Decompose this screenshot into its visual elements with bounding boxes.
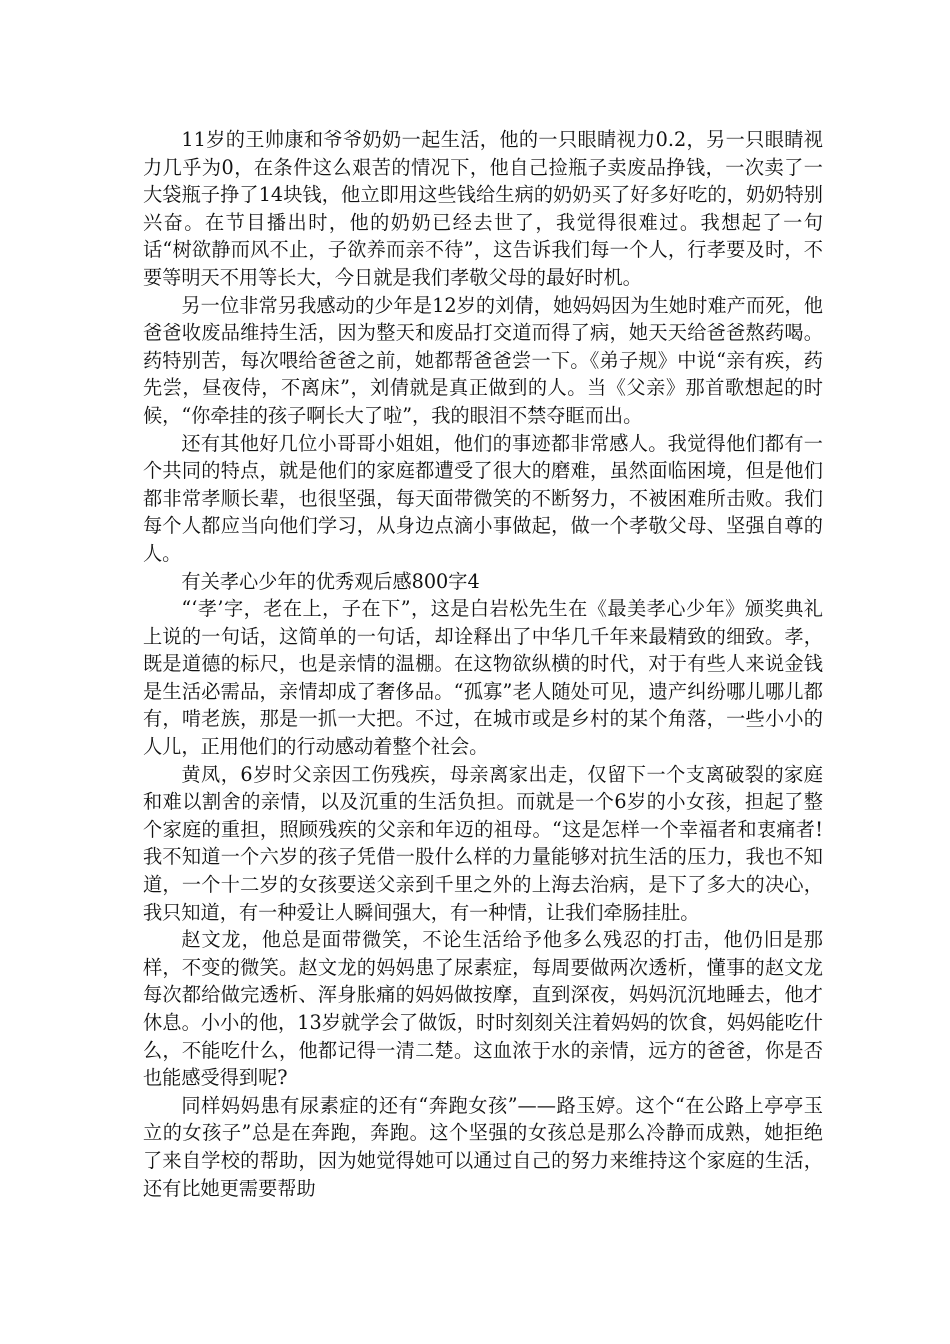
section-heading: 有关孝心少年的优秀观后感800字4	[181, 569, 480, 593]
paragraph-lu-yuting: 同样妈妈患有尿素症的还有“奔跑女孩”——路玉婷。这个“在公路上亭亭玉立的女孩子”总是在奔跑，奔跑。这个坚强的女孩总是那么冷静而成熟，她拒绝了来自学校的帮助，因为她觉得她可以通过自己的努力来维持这个家庭的生活，还有比她更需要帮助	[143, 1093, 823, 1200]
paragraph-xiao-intro: “‘孝’字，老在上，子在下”，这是白岩松先生在《最美孝心少年》颁奖典礼上说的一句话，这简单的一句话，却诠释出了中华几千年来最精致的细致。孝，既是道德的标尺，也是亲情的温棚。在这物欲纵横的时代，对于有些人来说金钱是生活必需品，亲情却成了奢侈品。“孤寡”老人随处可见，遗产纠纷哪儿哪儿都有，啃老族，那是一抓一大把。不过，在城市或是乡村的某个角落，一些小小的人儿，正用他们的行动感动着整个社会。	[143, 597, 823, 759]
paragraph-wang-shuaikang: 11岁的王帅康和爷爷奶奶一起生活，他的一只眼睛视力0.2，另一只眼睛视力几乎为0，在条件这么艰苦的情况下，他自己捡瓶子卖废品挣钱，一次卖了一大袋瓶子挣了14块钱，他立即用这些钱给生病的奶奶买了好多好吃的，奶奶特别兴奋。在节目播出时，他的奶奶已经去世了，我觉得很难过。我想起了一句话“树欲静而风不止，子欲养而亲不待”，这告诉我们每一个人，行孝要及时，不要等明天不用等长大，今日就是我们孝敬父母的最好时机。	[143, 128, 823, 289]
paragraph-zhao-wenlong: 赵文龙，他总是面带微笑，不论生活给予他多么残忍的打击，他仍旧是那样，不变的微笑。赵文龙的妈妈患了尿素症，每周要做两次透析，懂事的赵文龙每次都给做完透析、浑身胀痛的妈妈做按摩，直到深夜，妈妈沉沉地睡去，他才休息。小小的他，13岁就学会了做饭，时时刻刻关注着妈妈的饮食，妈妈能吃什么，不能吃什么，他都记得一清二楚。这血浓于水的亲情，远方的爸爸，你是否也能感受得到呢?	[143, 928, 823, 1090]
paragraph-others: 还有其他好几位小哥哥小姐姐，他们的事迹都非常感人。我觉得他们都有一个共同的特点，就是他们的家庭都遭受了很大的磨难，虽然面临困境，但是他们都非常孝顺长辈，也很坚强，每天面带微笑的不断努力，不被困难所击败。我们每个人都应当向他们学习，从身边点滴小事做起，做一个孝敬父母、坚强自尊的人。	[143, 431, 823, 565]
paragraph-liu-qian: 另一位非常另我感动的少年是12岁的刘倩，她妈妈因为生她时难产而死，他爸爸收废品维持生活，因为整天和废品打交道而得了病，她天天给爸爸熬药喝。药特别苦，每次喂给爸爸之前，她都帮爸爸尝一下。《弟子规》中说“亲有疾，药先尝，昼夜侍，不离床”，刘倩就是真正做到的人。当《父亲》那首歌想起的时候，“你牵挂的孩子啊长大了啦”，我的眼泪不禁夺眶而出。	[143, 293, 823, 427]
document-body	[143, 126, 823, 1202]
paragraph-huang-feng: 黄凤，6岁时父亲因工伤残疾，母亲离家出走，仅留下一个支离破裂的家庭和难以割舍的亲情，以及沉重的生活负担。而就是一个6岁的小女孩，担起了整个家庭的重担，照顾残疾的父亲和年迈的祖母。“这是怎样一个幸福者和衷痛者!我不知道一个六岁的孩子凭借一股什么样的力量能够对抗生活的压力，我也不知道，一个十二岁的女孩要送父亲到千里之外的上海去治病，是下了多大的决心，我只知道，有一种爱让人瞬间强大，有一种情，让我们牵肠挂肚。	[143, 762, 823, 924]
